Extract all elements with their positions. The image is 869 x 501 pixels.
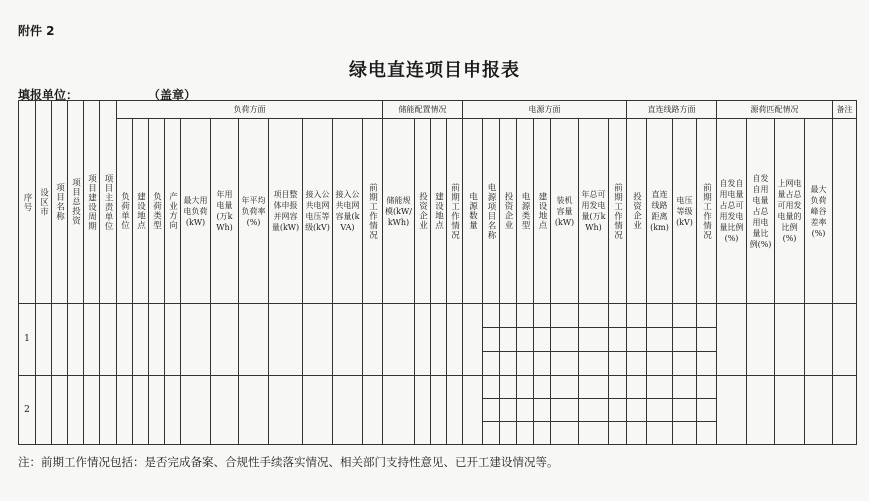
table-cell[interactable] (747, 304, 775, 376)
col-invest: 项目总投资 (68, 101, 84, 304)
table-cell[interactable] (579, 328, 609, 352)
table-cell[interactable] (117, 304, 133, 376)
table-cell[interactable] (627, 352, 647, 376)
table-cell[interactable] (551, 352, 579, 376)
table-cell[interactable] (627, 399, 647, 422)
table-cell[interactable] (627, 304, 647, 328)
col-src-gen: 年总可用发电量(万kWh) (579, 119, 609, 304)
table-cell[interactable] (534, 328, 551, 352)
table-cell[interactable] (627, 376, 647, 399)
table-cell[interactable] (269, 304, 303, 376)
group-load: 负荷方面 (117, 101, 383, 119)
footnote: 注：前期工作情况包括：是否完成备案、合规性手续落实情况、相关部门支持性意见、已开工建设情况等。 (18, 455, 559, 469)
table-cell[interactable] (697, 352, 717, 376)
table-cell[interactable] (579, 399, 609, 422)
col-avg-rate: 年平均负荷率(%) (239, 119, 269, 304)
table-cell[interactable] (609, 399, 627, 422)
table-cell[interactable] (463, 376, 483, 445)
table-cell[interactable] (609, 304, 627, 328)
table-cell[interactable] (239, 376, 269, 445)
table-cell[interactable] (517, 422, 534, 445)
col-load-type: 负荷类型 (149, 119, 165, 304)
table-cell[interactable] (551, 422, 579, 445)
table-cell[interactable] (747, 376, 775, 445)
table-cell[interactable] (647, 352, 673, 376)
table-cell[interactable] (673, 422, 697, 445)
table-cell[interactable] (100, 376, 117, 445)
unit-label: 填报单位： (18, 88, 79, 102)
table-cell[interactable] (534, 352, 551, 376)
col-stor-pre: 前期工作情况 (447, 119, 463, 304)
table-cell[interactable] (805, 376, 833, 445)
col-name: 项目名称 (52, 101, 68, 304)
table-cell[interactable] (551, 304, 579, 328)
col-line-pre: 前期工作情况 (697, 119, 717, 304)
col-self-gen: 自发自用电量占总可用发电量比例(%) (717, 119, 747, 304)
table-cell[interactable] (483, 304, 500, 328)
col-src-type: 电源类型 (517, 119, 534, 304)
group-source: 电源方面 (463, 101, 627, 119)
table-cell[interactable] (673, 399, 697, 422)
table-cell[interactable] (415, 304, 431, 376)
col-line-inv: 投资企业 (627, 119, 647, 304)
table-cell[interactable] (517, 328, 534, 352)
col-max-load: 最大用电负荷(kW) (181, 119, 211, 304)
col-load-site: 建设地点 (133, 119, 149, 304)
table-cell[interactable] (517, 352, 534, 376)
col-seq: 序号 (19, 101, 36, 304)
table-cell[interactable] (303, 376, 333, 445)
table-cell[interactable] (211, 304, 239, 376)
table-cell[interactable] (775, 376, 805, 445)
col-annual-use: 年用电量(万kWh) (211, 119, 239, 304)
table-cell[interactable] (647, 399, 673, 422)
table-cell[interactable] (551, 376, 579, 399)
application-table (18, 100, 857, 445)
table-cell[interactable] (551, 399, 579, 422)
table-cell[interactable] (697, 304, 717, 328)
group-line: 直连线路方面 (627, 101, 717, 119)
table-cell[interactable] (697, 399, 717, 422)
table-cell[interactable] (447, 376, 463, 445)
col-remark (833, 119, 857, 304)
col-city: 设区市 (36, 101, 52, 304)
table-cell[interactable] (805, 304, 833, 376)
table-cell[interactable] (165, 376, 181, 445)
table-cell[interactable] (833, 376, 857, 445)
col-load-unit: 负荷单位 (117, 119, 133, 304)
table-cell[interactable] (500, 328, 517, 352)
table-cell[interactable] (697, 422, 717, 445)
table-cell[interactable] (551, 328, 579, 352)
table-cell[interactable] (579, 376, 609, 399)
table-cell[interactable] (717, 376, 747, 445)
table-cell[interactable] (211, 376, 239, 445)
col-period: 项目建设周期 (84, 101, 100, 304)
col-stor-site: 建设地点 (431, 119, 447, 304)
table-cell[interactable] (165, 304, 181, 376)
table-cell[interactable] (609, 422, 627, 445)
col-stor-inv: 投资企业 (415, 119, 431, 304)
table-cell[interactable] (717, 304, 747, 376)
table-cell[interactable] (84, 376, 100, 445)
table-cell[interactable] (517, 304, 534, 328)
table-cell[interactable] (149, 376, 165, 445)
table-cell[interactable] (697, 376, 717, 399)
table-cell[interactable] (647, 422, 673, 445)
table-cell[interactable] (36, 376, 52, 445)
col-load-pre: 前期工作情况 (363, 119, 383, 304)
table-cell[interactable] (627, 422, 647, 445)
table-cell[interactable] (500, 422, 517, 445)
col-stor-scale: 储能规模(kW/kWh) (383, 119, 415, 304)
table-cell[interactable] (647, 376, 673, 399)
table-cell[interactable] (52, 376, 68, 445)
table-cell[interactable] (483, 422, 500, 445)
col-src-cap: 装机容量(kW) (551, 119, 579, 304)
table-cell[interactable] (647, 304, 673, 328)
table-cell[interactable] (333, 376, 363, 445)
row-number: 2 (19, 376, 36, 445)
col-industry: 产业方向 (165, 119, 181, 304)
table-cell[interactable] (579, 304, 609, 328)
table-cell[interactable] (383, 304, 415, 376)
table-cell[interactable] (609, 376, 627, 399)
col-grid-kva: 接入公共电网容量(kVA) (333, 119, 363, 304)
table-cell[interactable] (133, 376, 149, 445)
table-cell[interactable] (483, 376, 500, 399)
table-cell[interactable] (673, 352, 697, 376)
table-cell[interactable] (517, 399, 534, 422)
table-cell[interactable] (483, 352, 500, 376)
table-cell[interactable] (133, 304, 149, 376)
table-cell[interactable] (609, 328, 627, 352)
table-cell[interactable] (609, 352, 627, 376)
col-src-count: 电源数量 (463, 119, 483, 304)
table-cell[interactable] (534, 399, 551, 422)
table-cell[interactable] (517, 376, 534, 399)
seal-label: （盖章） (148, 88, 197, 102)
table-cell[interactable] (673, 328, 697, 352)
table-cell[interactable] (500, 399, 517, 422)
table-cell[interactable] (415, 376, 431, 445)
group-match: 源荷匹配情况 (717, 101, 833, 119)
col-src-site: 建设地点 (534, 119, 551, 304)
table-cell[interactable] (431, 376, 447, 445)
table-cell[interactable] (463, 304, 483, 376)
table-cell[interactable] (673, 376, 697, 399)
table-cell[interactable] (68, 304, 84, 376)
table-cell[interactable] (431, 304, 447, 376)
table-cell[interactable] (269, 376, 303, 445)
table-cell[interactable] (447, 304, 463, 376)
row-number: 1 (19, 304, 36, 376)
col-src-pre: 前期工作情况 (609, 119, 627, 304)
table-cell[interactable] (534, 304, 551, 328)
table-cell[interactable] (117, 376, 133, 445)
group-remark: 备注 (833, 101, 857, 119)
table-cell[interactable] (775, 304, 805, 376)
col-peak: 最大负荷峰谷差率(%) (805, 119, 833, 304)
table-cell[interactable] (52, 304, 68, 376)
table-cell[interactable] (239, 304, 269, 376)
table-cell[interactable] (333, 304, 363, 376)
col-src-name: 电源项目名称 (483, 119, 500, 304)
table-cell[interactable] (579, 352, 609, 376)
table-cell[interactable] (500, 376, 517, 399)
table-cell[interactable] (36, 304, 52, 376)
table-cell[interactable] (100, 304, 117, 376)
col-upload: 上网电量占总可用发电量的比例(%) (775, 119, 805, 304)
col-grid-volt: 接入公共电网电压等级(kV) (303, 119, 333, 304)
group-storage: 储能配置情况 (383, 101, 463, 119)
col-line-len: 直连线路距离(km) (647, 119, 673, 304)
table-cell[interactable] (534, 376, 551, 399)
table-cell[interactable] (673, 304, 697, 328)
table-cell[interactable] (383, 376, 415, 445)
page-title: 绿电直连项目申报表 (349, 60, 520, 81)
attachment-label: 附件 2 (18, 24, 55, 38)
col-src-inv: 投资企业 (500, 119, 517, 304)
col-grid-cap: 项目整体申报并网容量(kW) (269, 119, 303, 304)
table-cell[interactable] (181, 376, 211, 445)
table-cell[interactable] (149, 304, 165, 376)
table-cell[interactable] (627, 328, 647, 352)
table-cell[interactable] (579, 422, 609, 445)
col-owner: 项目主责单位 (100, 101, 117, 304)
table-cell[interactable] (303, 304, 333, 376)
table-cell[interactable] (363, 376, 383, 445)
table-cell[interactable] (500, 304, 517, 328)
table-cell[interactable] (84, 304, 100, 376)
table-cell[interactable] (483, 328, 500, 352)
table-cell[interactable] (833, 304, 857, 376)
table-cell[interactable] (647, 328, 673, 352)
table-cell[interactable] (697, 328, 717, 352)
table-cell[interactable] (483, 399, 500, 422)
table-cell[interactable] (363, 304, 383, 376)
table-cell[interactable] (68, 376, 84, 445)
col-self-use: 自发自用电量占总用电量比例(%) (747, 119, 775, 304)
table-cell[interactable] (534, 422, 551, 445)
col-line-volt: 电压等级(kV) (673, 119, 697, 304)
table-cell[interactable] (181, 304, 211, 376)
table-cell[interactable] (500, 352, 517, 376)
